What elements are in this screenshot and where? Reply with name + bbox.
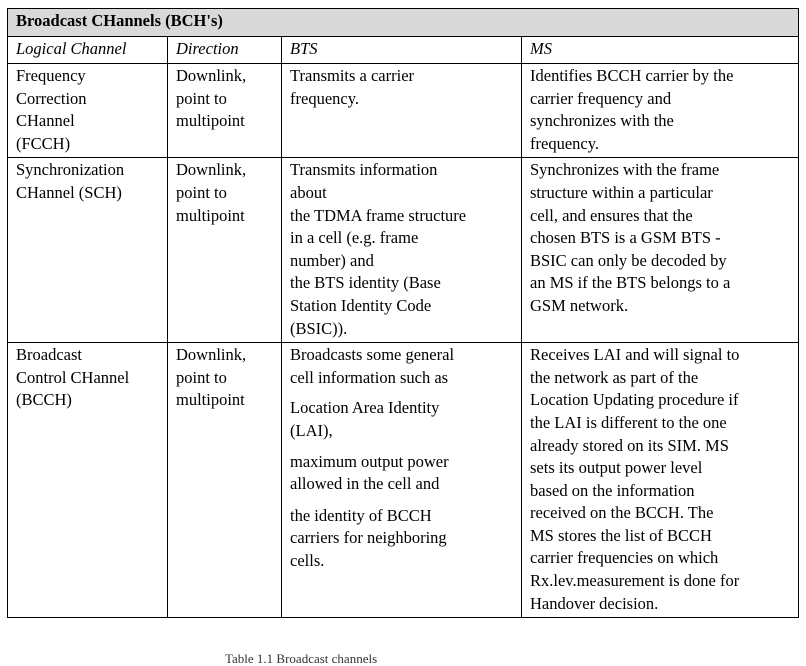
table-row-fcch: [8, 64, 799, 158]
table-caption: Table 1.1 Broadcast channels: [225, 651, 378, 666]
cell-bts-sch: Transmits information about the TDMA frame structure in a cell (e.g. frame number) and the BTS identity (Base Station Identity Code (BSIC)).: [282, 158, 522, 343]
cell-bts-fcch: Transmits a carrier frequency.: [282, 64, 522, 158]
cell-direction-bcch: Downlink, point to multipoint: [168, 343, 282, 618]
header-ms: MS: [522, 37, 799, 64]
cell-channel-bcch: Broadcast Control CHannel (BCCH): [8, 343, 168, 618]
cell-ms-fcch: Identifies BCCH carrier by the carrier frequency and synchronizes with the frequency.: [522, 64, 799, 158]
cell-ms-bcch: Receives LAI and will signal to the network as part of the Location Updating procedure if the LAI is different to the one already stored on its SIM. MS sets its output power level based on the information received on the BCCH. The MS stores the list of BCCH carrier frequencies on which Rx.lev.measurement is done for Handover decision.: [522, 343, 799, 618]
table-row-sch: [8, 158, 799, 343]
cell-channel-fcch: Frequency Correction CHannel (FCCH): [8, 64, 168, 158]
header-bts: BTS: [282, 37, 522, 64]
table-row-bcch: [8, 343, 799, 618]
table-title: Broadcast CHannels (BCH's): [8, 9, 799, 37]
cell-bts-bcch: Broadcasts some general cell information such as Location Area Identity (LAI), maximum output power allowed in the cell and the identity of BCCH carriers for neighboring cells.: [282, 343, 522, 618]
cell-ms-sch: Synchronizes with the frame structure within a particular cell, and ensures that the chosen BTS is a GSM BTS - BSIC can only be decoded by an MS if the BTS belongs to a GSM network.: [522, 158, 799, 343]
cell-direction-sch: Downlink, point to multipoint: [168, 158, 282, 343]
header-direction: Direction: [168, 37, 282, 64]
cell-direction-fcch: Downlink, point to multipoint: [168, 64, 282, 158]
header-logical-channel: Logical Channel: [8, 37, 168, 64]
bch-table: [7, 8, 799, 618]
cell-channel-sch: Synchronization CHannel (SCH): [8, 158, 168, 343]
